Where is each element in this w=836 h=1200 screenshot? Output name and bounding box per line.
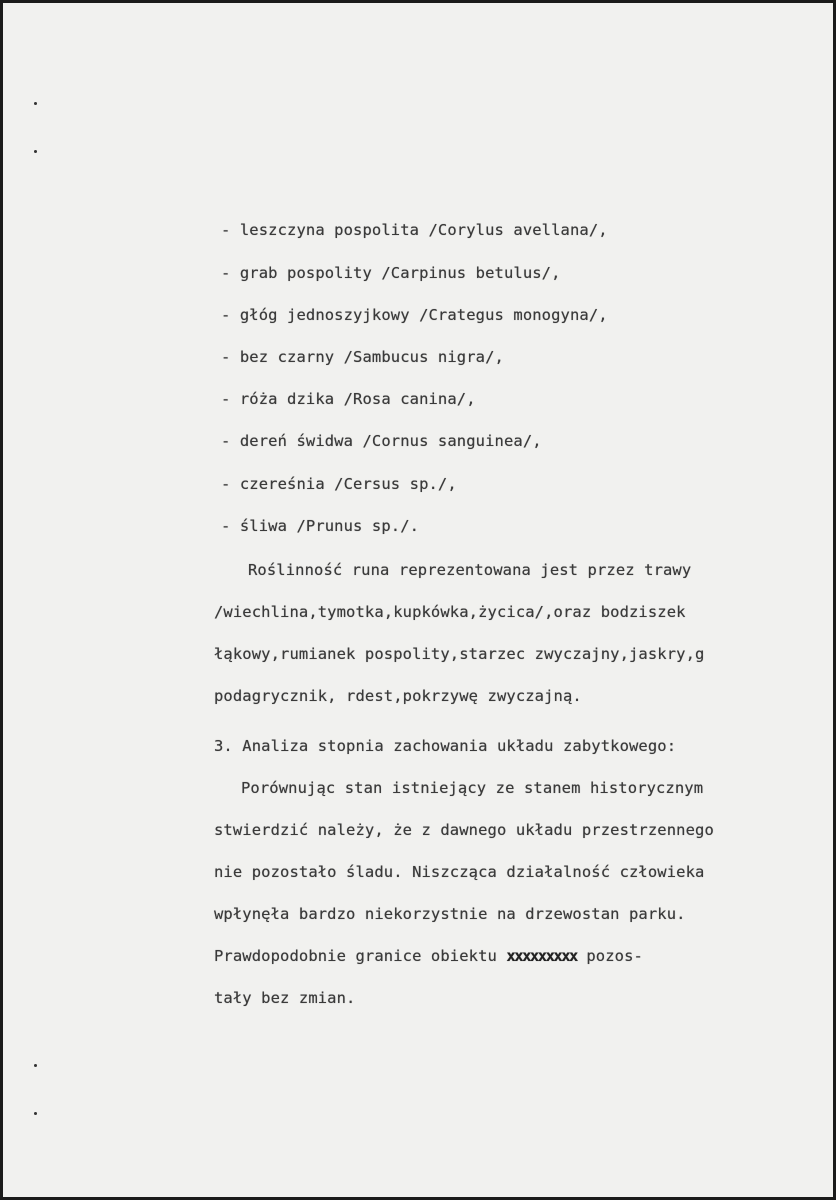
margin-dot — [34, 102, 37, 105]
margin-dot — [34, 1112, 37, 1115]
list-item: - leszczyna pospolita /Corylus avellana/, — [221, 221, 608, 239]
paragraph-line: podagrycznik, rdest,pokrzywę zwyczajną. — [214, 687, 582, 705]
paragraph-line: stwierdzić należy, że z dawnego układu przestrzennego — [214, 821, 714, 839]
paragraph-line: Roślinność runa reprezentowana jest przez trawy — [248, 561, 692, 579]
section-heading: 3. Analiza stopnia zachowania układu zabytkowego: — [214, 737, 677, 755]
line-text: Prawdopodobnie granice obiektu — [214, 947, 497, 965]
list-item: - róża dzika /Rosa canina/, — [221, 390, 476, 408]
list-item: - dereń świdwa /Cornus sanguinea/, — [221, 432, 542, 450]
list-item: - czereśnia /Cersus sp./, — [221, 475, 457, 493]
list-item: - bez czarny /Sambucus nigra/, — [221, 348, 504, 366]
line-text: pozos- — [586, 947, 643, 965]
paragraph-line: wpłynęła bardzo niekorzystnie na drzewostan parku. — [214, 905, 686, 923]
list-item: - grab pospolity /Carpinus betulus/, — [221, 264, 561, 282]
paragraph-line: nie pozostało śladu. Niszcząca działalność człowieka — [214, 863, 705, 881]
paragraph-line: łąkowy,rumianek pospolity,starzec zwyczajny,jaskry,g — [214, 645, 705, 663]
typewritten-page — [3, 3, 833, 1197]
paragraph-line: /wiechlina,tymotka,kupkówka,życica/,oraz bodziszek — [214, 603, 686, 621]
list-item: - śliwa /Prunus sp./. — [221, 517, 420, 535]
paragraph-line: tały bez zmian. — [214, 989, 356, 1007]
paragraph-line — [214, 947, 643, 965]
margin-dot — [34, 150, 37, 153]
struck-out-text: xxxxxxxxx — [506, 947, 577, 965]
list-item: - głóg jednoszyjkowy /Crategus monogyna/, — [221, 306, 608, 324]
margin-dot — [34, 1064, 37, 1067]
paragraph-line: Porównując stan istniejący ze stanem historycznym — [241, 779, 704, 797]
